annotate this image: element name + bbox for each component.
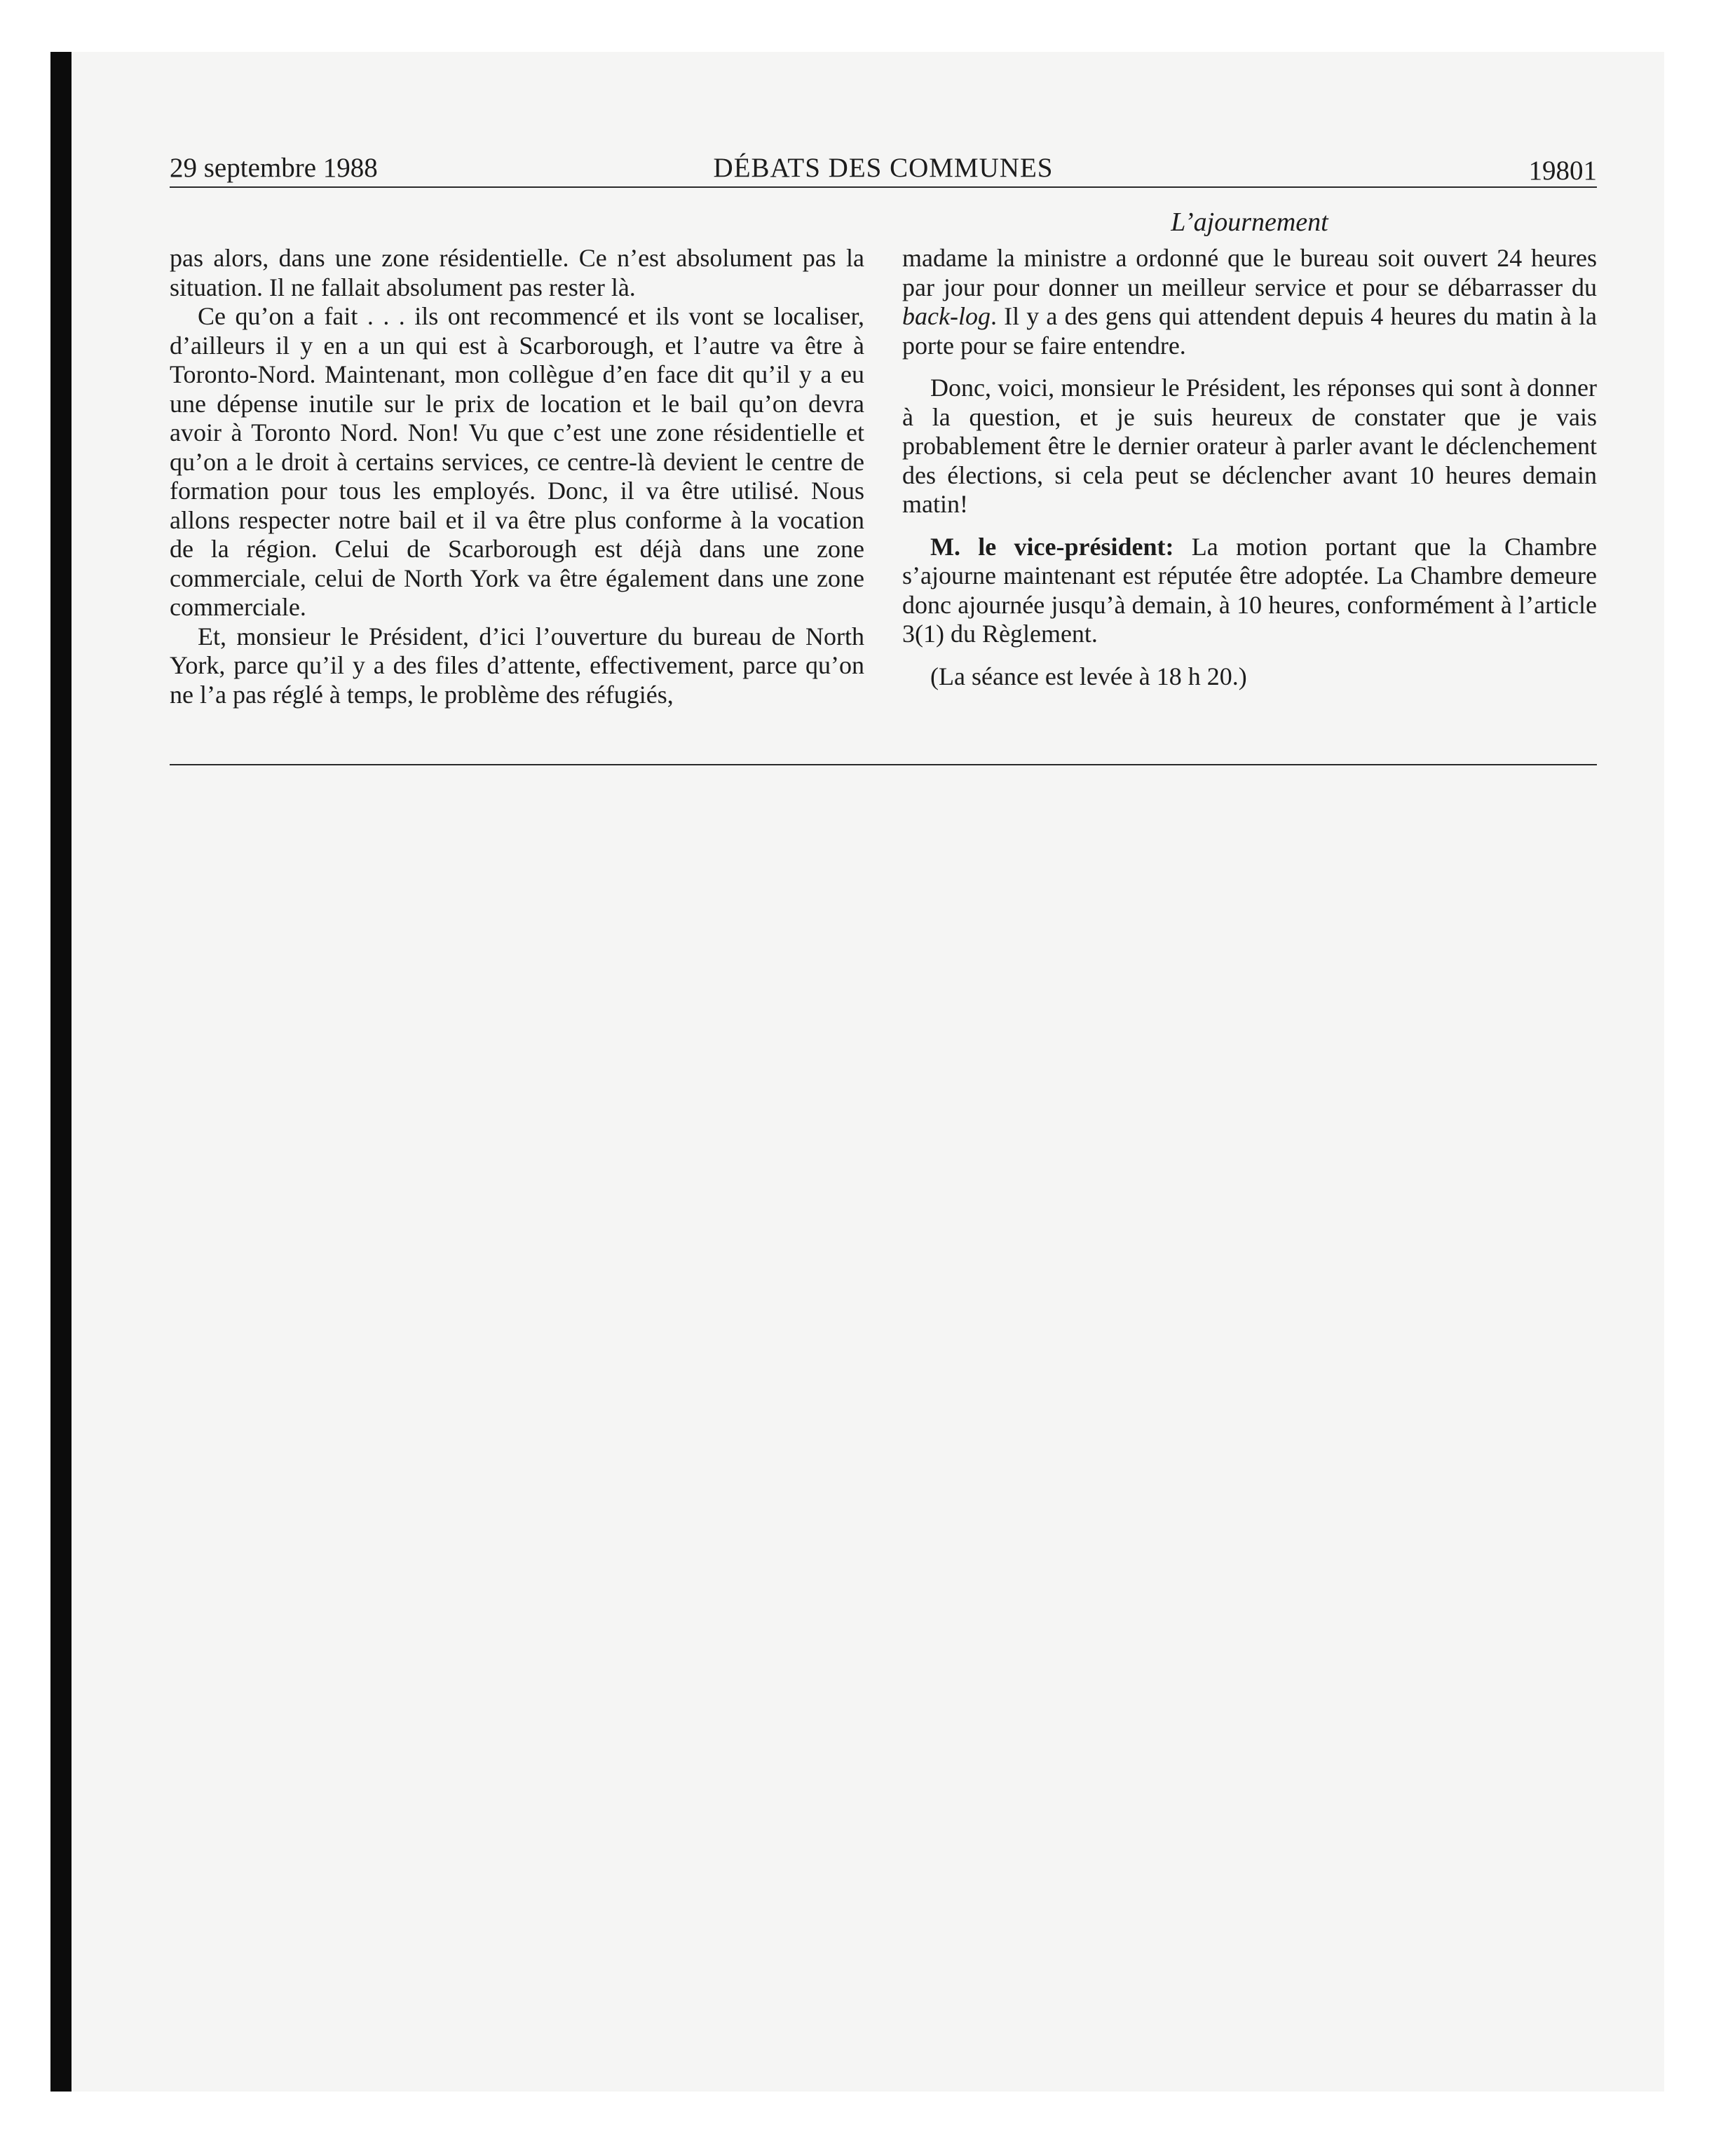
paragraph: Donc, voici, monsieur le Président, les réponses qui sont à donner à la question, et je suis heureux de constater que je vais probablement être le dernier orateur à parler avant le déclenchement des élections, si cela peut se déclencher avant 10 heures demain matin! <box>902 374 1597 518</box>
running-head: L’ajournement <box>1171 207 1328 237</box>
header-rule <box>170 186 1597 188</box>
page-number: 19801 <box>1528 156 1597 186</box>
header-title: DÉBATS DES COMMUNES <box>713 153 1054 183</box>
scan-border <box>50 52 72 2092</box>
speaker-name: M. le vice-président: <box>930 532 1174 561</box>
closing-note: (La séance est levée à 18 h 20.) <box>930 662 1247 690</box>
speaker-paragraph <box>902 533 1597 649</box>
paragraph: Ce qu’on a fait . . . ils ont recommencé et ils vont se localiser, d’ailleurs il y en a un qui est à Scarborough, et l’autre va être à Toronto-Nord. Maintenant, mon collègue d’en face dit qu’il y a eu une dépense inutile sur le prix de location et le bail qu’on devra avoir à Toronto Nord. Non! Vu que c’est une zone résidentielle et qu’on a le droit à certains services, ce centre-là devient le centre de formation pour tous les employés. Donc, il va être utilisé. Nous allons respecter notre bail et il va être plus conforme à la vocation de la région. Celui de Scarborough est déjà dans une zone commerciale, celui de North York va être également dans une zone commerciale. <box>170 302 864 621</box>
page-header <box>170 149 1597 188</box>
paragraph: Et, monsieur le Président, d’ici l’ouverture du bureau de North York, parce qu’il y a des files d’attente, effectivement, parce qu’on ne l’a pas réglé à temps, le problème des réfugiés, <box>170 622 864 709</box>
paragraph <box>902 244 1597 360</box>
paragraph: pas alors, dans une zone résidentielle. Ce n’est absolument pas la situation. Il ne fallait absolument pas rester là. <box>170 244 864 301</box>
paragraph-text: madame la ministre a ordonné que le bureau soit ouvert 24 heures par jour pour donner un meilleur service et pour se débarrasser du <box>902 244 1597 301</box>
header-date: 29 septembre 1988 <box>170 153 378 183</box>
right-column <box>902 244 1597 691</box>
italic-term: back-log <box>902 302 991 330</box>
bottom-rule <box>170 764 1597 765</box>
left-column <box>170 244 864 709</box>
paragraph-text: . Il y a des gens qui attendent depuis 4 heures du matin à la porte pour se faire entendre. <box>902 302 1597 360</box>
paragraph-text: La motion portant que la Chambre s’ajourne maintenant est réputée être adoptée. La Chambre demeure donc ajournée jusqu’à demain, à 10 heures, conformément à l’article 3(1) du Règlement. <box>902 532 1597 648</box>
